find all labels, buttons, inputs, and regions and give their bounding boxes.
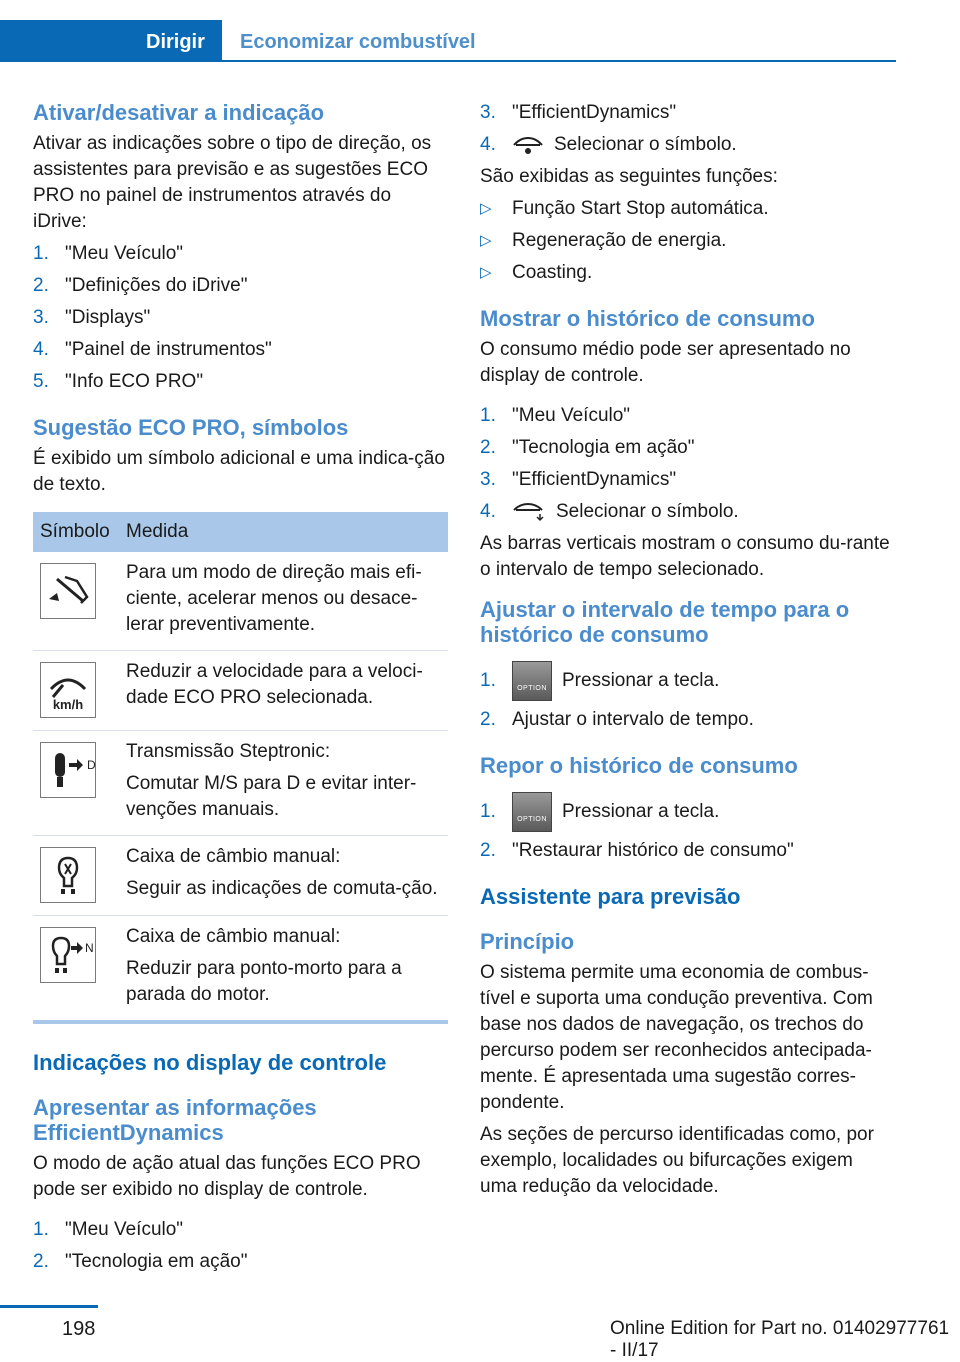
section-text-activate: Ativar as indicações sobre o tipo de direção, os assistentes para previsão e as sugestões ECO PRO no painel de instrumentos através do iDrive: — [33, 133, 432, 232]
section-title-symbols: Sugestão ECO PRO, símbolos — [33, 415, 349, 440]
header-rule — [0, 60, 896, 62]
car-eco-icon — [512, 135, 544, 155]
speed-gauge-kmh-icon — [40, 662, 96, 718]
page-header — [0, 0, 960, 64]
shift-lever-n-icon — [40, 927, 96, 983]
functions-list — [480, 196, 895, 286]
left-column — [33, 100, 448, 1281]
list-item: 3. "EfficientDynamics" — [480, 102, 677, 123]
page-number: 198 — [62, 1318, 96, 1340]
page-number-rule — [0, 1305, 98, 1308]
section-title-efficientdynamics: Apresentar as informações EfficientDynamics — [33, 1095, 317, 1145]
svg-text:N: N — [85, 941, 94, 955]
list-item: 1. "Meu Veículo" — [33, 243, 184, 264]
eco-foot-pedal-icon — [40, 563, 96, 619]
shift-lever-d-icon — [40, 742, 96, 798]
section-title-principle: Princípio — [480, 929, 575, 954]
table-header — [33, 512, 448, 552]
steps-activate — [33, 241, 448, 395]
list-item: 1. OPTION Pressionar a tecla. — [480, 661, 895, 701]
table-row: Caixa de câmbio manual: Seguir as indicações de comuta‐ção. — [33, 836, 448, 916]
section-text-symbols: É exibido um símbolo adicional e uma indica‐ção de texto. — [33, 448, 445, 495]
section-title-interval: Ajustar o intervalo de tempo para o histórico de consumo — [480, 597, 850, 647]
principle-text-1: O sistema permite uma economia de combus‐tível e suporta uma condução preventiva. Com base nos dados de navegação, os trechos do percurso podem ser reconhecidos antecipada‐mente. É apresentada uma sugestão corres‐pondente. — [480, 962, 873, 1113]
list-item: 3. "EfficientDynamics" — [480, 469, 677, 490]
steps-continued — [480, 100, 895, 158]
section-title-reset: Repor o histórico de consumo — [480, 753, 798, 778]
table-row: N Caixa de câmbio manual: Reduzir para ponto-morto para a parada do motor. — [33, 916, 448, 1020]
steps-interval — [480, 661, 895, 733]
svg-text:D: D — [87, 758, 96, 772]
section-title-display: Indicações no display de controle — [33, 1050, 387, 1075]
list-item: 3. "Displays" — [33, 307, 151, 328]
section-title-activate: Ativar/desativar a indicação — [33, 100, 325, 125]
list-item: 2. "Restaurar histórico de consumo" — [480, 840, 794, 861]
table-row: D Transmissão Steptronic: Comutar M/S para D e evitar inter‐venções manuais. — [33, 731, 448, 836]
col-header-measure: Medida — [126, 521, 189, 542]
list-item: 4. "Painel de instrumentos" — [33, 339, 272, 360]
table-row: km/h Reduzir a velocidade para a veloci‐dade ECO PRO selecionada. — [33, 651, 448, 731]
edition-footer: Online Edition for Part no. 01402977761 - II/17 — [610, 1318, 950, 1361]
list-item: ▷ Regeneração de energia. — [480, 230, 727, 251]
car-history-icon — [512, 502, 546, 522]
list-item: 2. "Tecnologia em ação" — [33, 1251, 248, 1272]
list-item: 1. "Meu Veículo" — [33, 1219, 184, 1240]
shift-lever-manual-icon — [40, 847, 96, 903]
header-tab-section: Economizar combustível — [240, 31, 476, 53]
list-item: 2. Ajustar o intervalo de tempo. — [480, 709, 754, 730]
col-header-symbol: Símbolo — [40, 521, 110, 542]
steps-efficientdynamics — [33, 1217, 448, 1275]
list-item: 5. "Info ECO PRO" — [33, 371, 204, 392]
option-key-icon: OPTION — [512, 792, 552, 832]
symbols-table — [33, 512, 448, 1024]
section-title-history: Mostrar o histórico de consumo — [480, 306, 815, 331]
option-key-icon: OPTION — [512, 661, 552, 701]
steps-history — [480, 403, 895, 525]
table-row: Para um modo de direção mais efi‐ciente, acelerar menos ou desace‐lerar preventivamente. — [33, 552, 448, 651]
list-item: 1. OPTION Pressionar a tecla. — [480, 792, 895, 832]
list-item: ▷ Coasting. — [480, 262, 593, 283]
history-bars-text: As barras verticais mostram o consumo du‐rante o intervalo de tempo selecionado. — [480, 533, 890, 580]
list-item: ▷ Função Start Stop automática. — [480, 198, 769, 219]
list-item: 1. "Meu Veículo" — [480, 405, 631, 426]
list-item: 4. Selecionar o símbolo. — [480, 134, 737, 155]
section-text-efficientdynamics: O modo de ação atual das funções ECO PRO pode ser exibido no display de controle. — [33, 1153, 421, 1200]
svg-text:km/h: km/h — [52, 697, 84, 712]
list-item: 2. "Definições do iDrive" — [33, 275, 248, 296]
principle-text-2: As seções de percurso identificadas como, por exemplo, localidades ou bifurcações exigem uma redução da velocidade. — [480, 1124, 874, 1197]
right-column — [480, 100, 895, 1200]
steps-reset — [480, 792, 895, 864]
functions-text: São exibidas as seguintes funções: — [480, 166, 778, 187]
list-item: 2. "Tecnologia em ação" — [480, 437, 695, 458]
list-item: 4. Selecionar o símbolo. — [480, 501, 739, 522]
section-text-history: O consumo médio pode ser apresentado no display de controle. — [480, 339, 851, 386]
section-title-assistant: Assistente para previsão — [480, 884, 741, 909]
header-tab-dirigir: Dirigir — [146, 31, 205, 53]
